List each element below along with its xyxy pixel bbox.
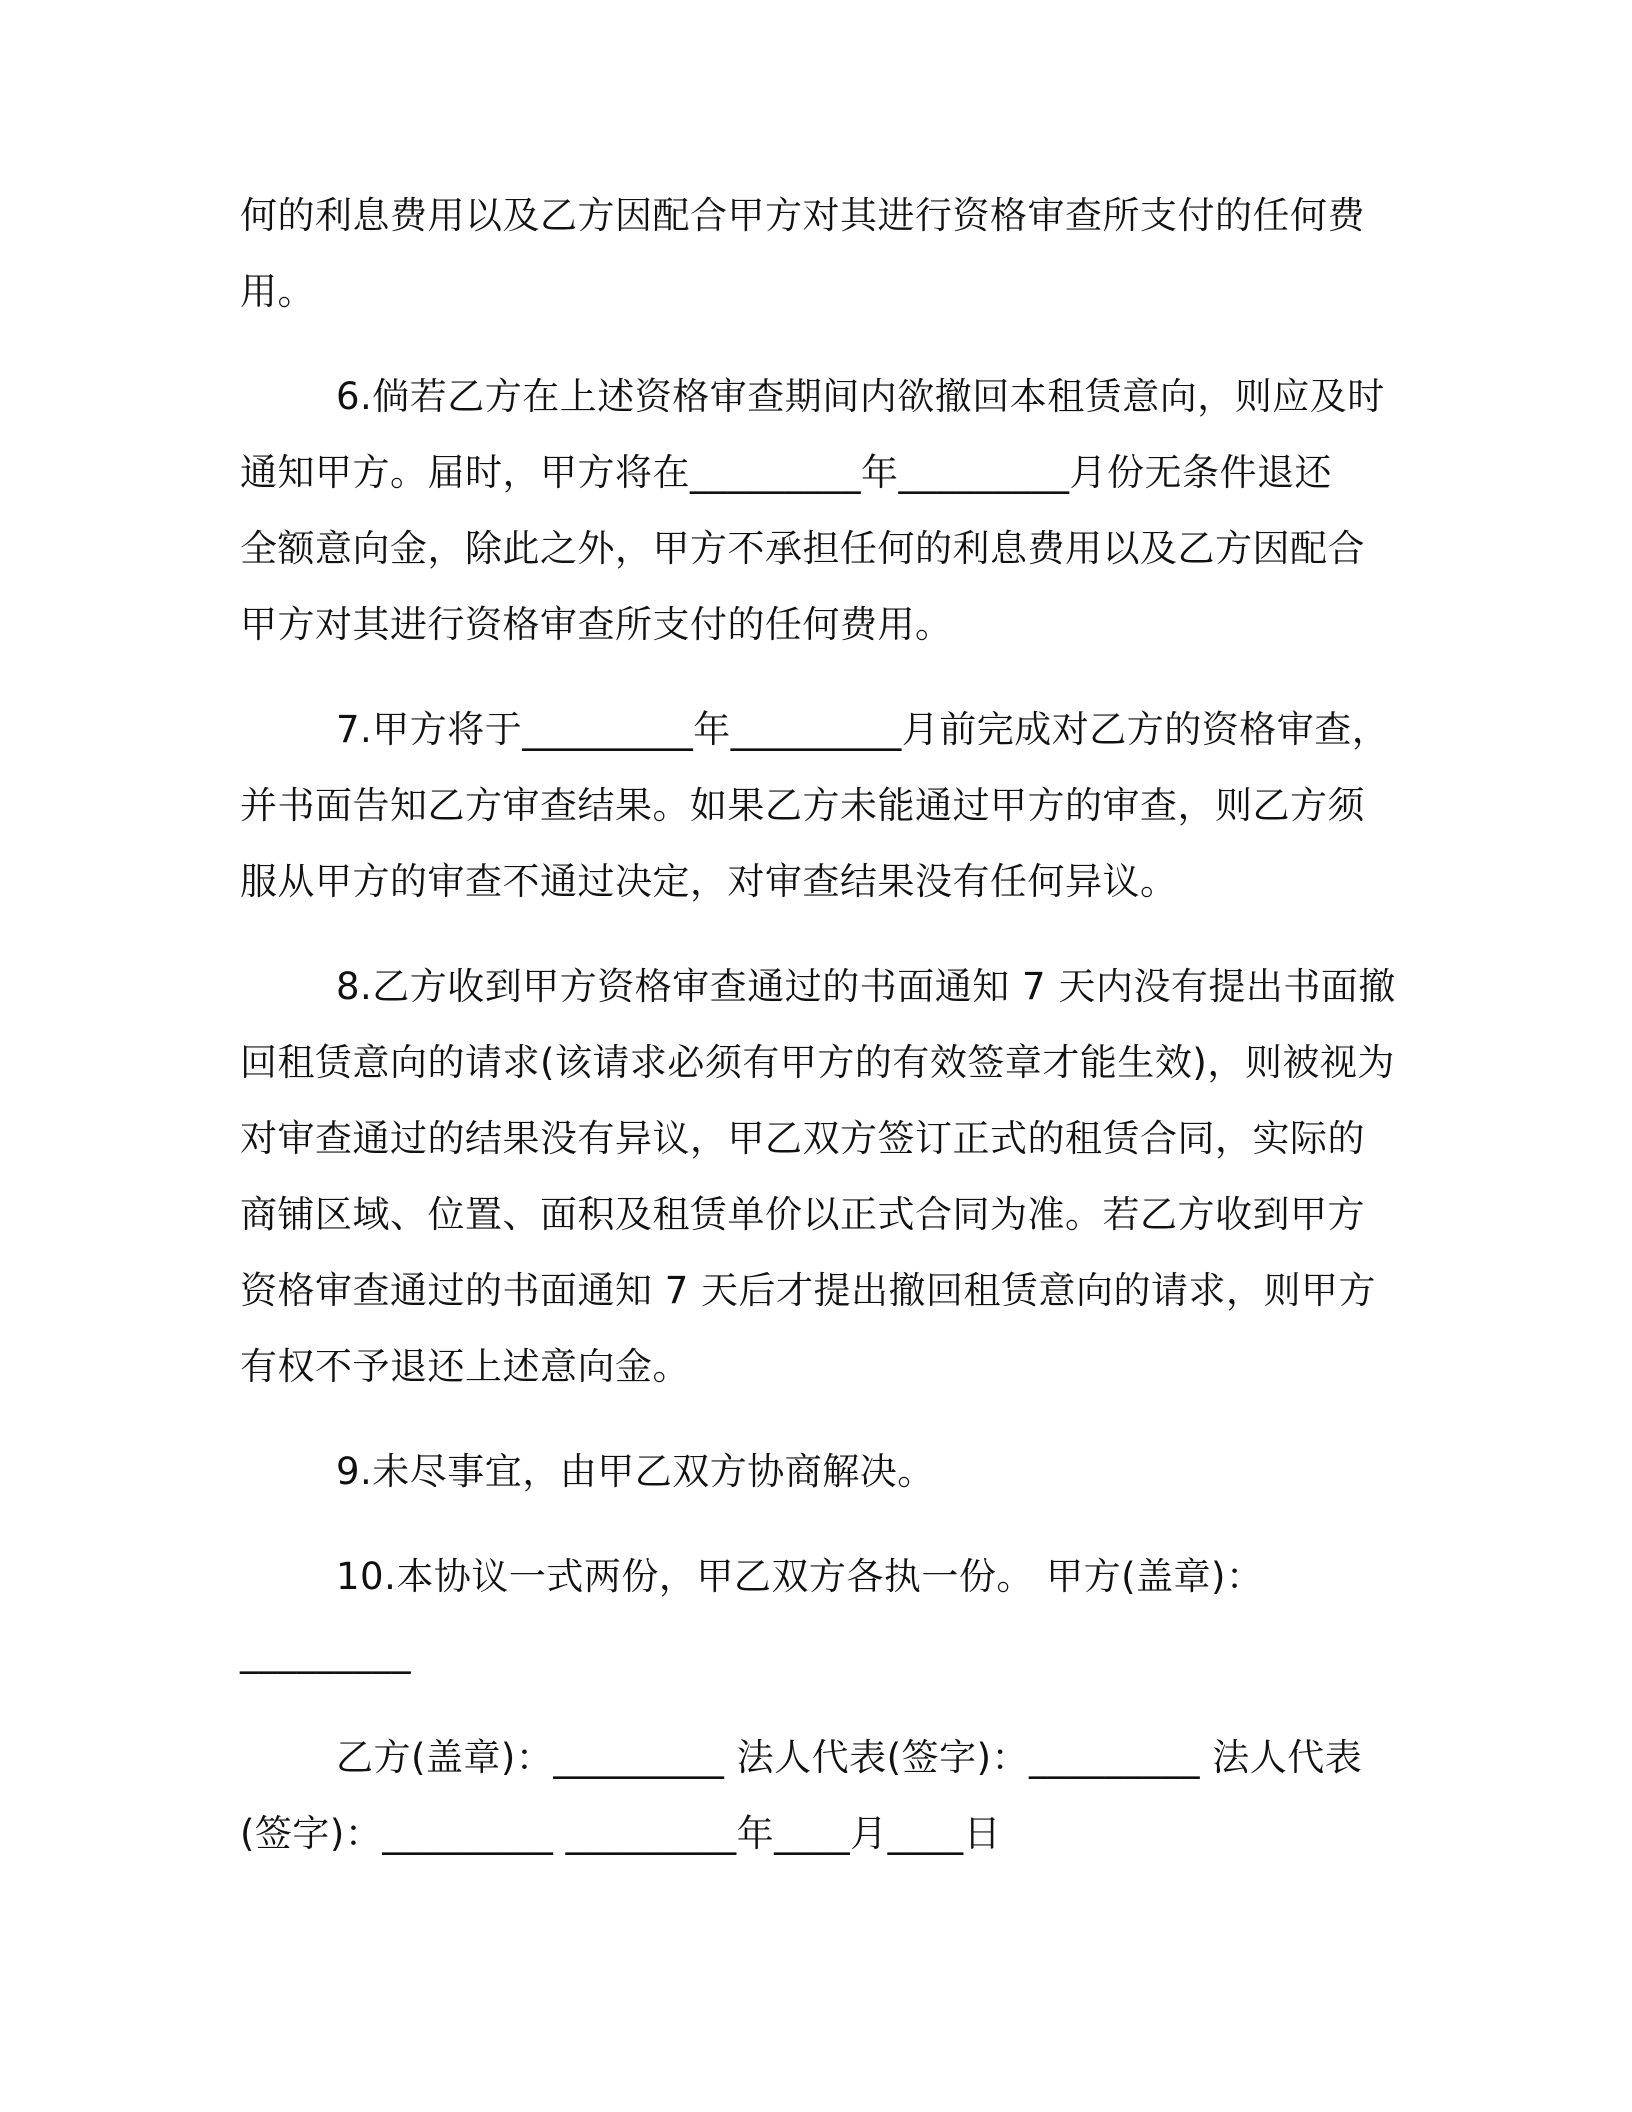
clause-10-line: 10.本协议一式两份，甲乙双方各执一份。 甲方(盖章)： [336, 1555, 1264, 1598]
text-line: 用。 [240, 270, 315, 313]
text-line: 对审查通过的结果没有异议，甲乙双方签订正式的租赁合同，实际的 [240, 1117, 1365, 1160]
clause-9-line: 9.未尽事宜，由甲乙双方协商解决。 [336, 1450, 935, 1493]
clause-7-line: 7.甲方将于_________年_________月前完成对乙方的资格审查， [336, 708, 1390, 751]
text-line: 何的利息费用以及乙方因配合甲方对其进行资格审查所支付的任何费 [240, 194, 1365, 237]
signature-blank-party-a: _________ [240, 1631, 411, 1674]
signature-date-line: (签字)：_________ _________年____月____日 [240, 1812, 1002, 1855]
text-line: 回租赁意向的请求(该请求必须有甲方的有效签章才能生效)，则被视为 [240, 1041, 1395, 1084]
text-line: 服从甲方的审查不通过决定，对审查结果没有任何异议。 [240, 860, 1178, 903]
text-line: 并书面告知乙方审查结果。如果乙方未能通过甲方的审查，则乙方须 [240, 784, 1365, 827]
text-line: 有权不予退还上述意向金。 [240, 1345, 690, 1388]
text-line: 商铺区域、位置、面积及租赁单价以正式合同为准。若乙方收到甲方 [240, 1193, 1365, 1236]
text-line: 资格审查通过的书面通知 7 天后才提出撤回租赁意向的请求，则甲方 [240, 1269, 1377, 1312]
text-line: 通知甲方。届时，甲方将在_________年_________月份无条件退还 [240, 451, 1332, 494]
text-line: 全额意向金，除此之外，甲方不承担任何的利息费用以及乙方因配合 [240, 527, 1365, 570]
signature-line-party-b: 乙方(盖章)：_________ 法人代表(签字)：_________ 法人代表 [336, 1736, 1363, 1779]
text-line: 甲方对其进行资格审查所支付的任何费用。 [240, 603, 953, 646]
clause-8-line: 8.乙方收到甲方资格审查通过的书面通知 7 天内没有提出书面撤 [336, 965, 1396, 1008]
clause-6-line: 6.倘若乙方在上述资格审查期间内欲撤回本租赁意向，则应及时 [336, 375, 1385, 418]
